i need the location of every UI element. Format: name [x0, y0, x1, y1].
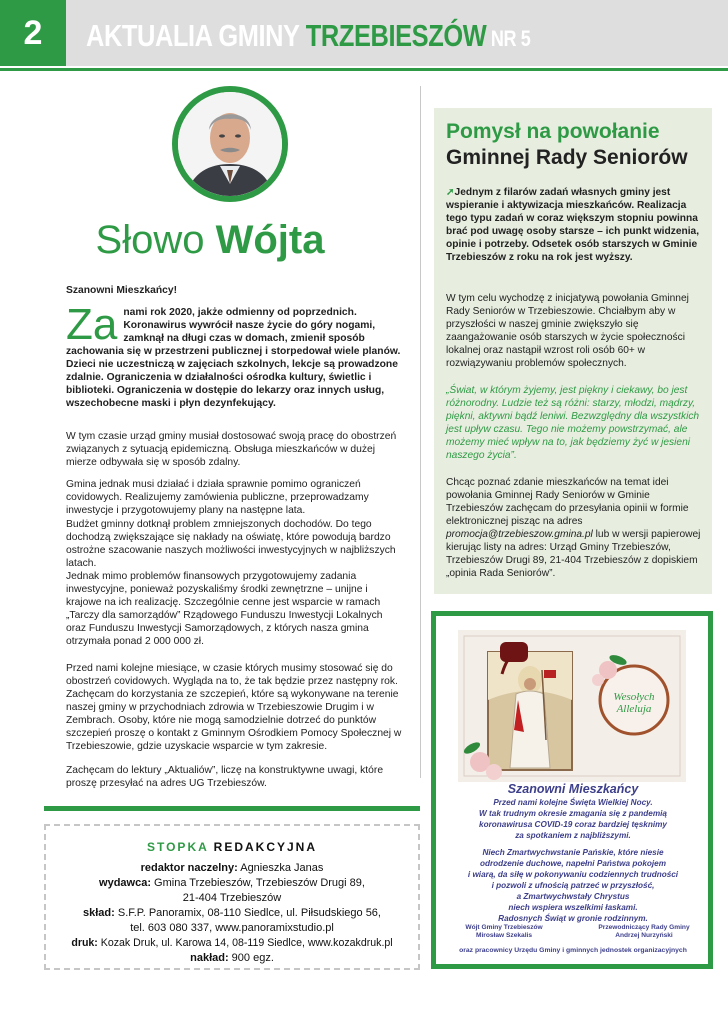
stopka-redaktor — [46, 861, 418, 876]
mayor-portrait — [172, 86, 288, 202]
sig2-role: Przewodniczący Rady Gminy — [598, 924, 690, 931]
easter-line-7: i wiarą, da siłę w pokonywaniu codziennych trudności — [467, 870, 679, 879]
easter-message — [442, 782, 704, 924]
lead-text: nami rok 2020, jakże odmienny od poprzednich. Koronawirus wywrócił nasze życie do góry nogami, zamknął na długi czas w domach, zmienił sposób zachowania się w przestrzeni publicznej i storpedował wiele planów. Dzieci nie uczestniczą w zajęciach szkolnych, lekcje są prowadzone zdalnie. Ograniczenia w działalności ośrodka kultury, świetlic i biblioteki. Ograniczenia w dostępie do lekarzy oraz innych usług, wszechobecne maski i płyn dezynfekujący. — [66, 307, 401, 409]
easter-footer: oraz pracownicy Urzędu Gminy i gminnych jednostek organizacyjnych — [459, 947, 687, 954]
header-title-part1: AKTUALIA GMINY — [86, 18, 306, 53]
druk-value: Kozak Druk, ul. Karowa 14, 08-119 Siedlce, www.kozakdruk.pl — [97, 937, 393, 949]
redaktor-label: redaktor naczelny: — [140, 862, 238, 874]
article-title-light: Słowo — [95, 218, 216, 262]
easter-line-3: koronawirusa COVID-19 coraz bardziej tęsknimy — [479, 820, 667, 829]
easter-line-1: Przed nami kolejne Święta Wielkiej Nocy. — [493, 798, 653, 807]
sidebar-title-2: Gminnej Rady Seniorów — [446, 146, 688, 169]
easter-line-4: za spotkaniem z najbliższymi. — [515, 831, 631, 840]
editorial-footer — [44, 824, 420, 970]
stopka-title-rest: REDAKCYJNA — [208, 840, 318, 854]
stopka-title-green: STOPKA — [146, 840, 209, 854]
easter-line-10: niech wspiera wszelkimi łaskami. — [508, 903, 638, 912]
article-title — [0, 218, 420, 263]
header-issue: NR 5 — [486, 26, 531, 51]
easter-line-5: Niech Zmartwychwstanie Pańskie, które niesie — [482, 848, 664, 857]
sidebar-lead-text: Jednym z filarów zadań własnych gminy jest wspieranie i aktywizacja mieszkańców. Realizacja tego typu zadań w coraz większym stopniu powinna brać pod uwagę osoby starsze – ich punkt widzenia, opinie i potrzeby. Odsetek osób starszych w Gminie Trzebieszów z roku na rok jest wyższy. — [446, 187, 700, 263]
easter-line-9: a Zmartwychwstały Chrystus — [516, 892, 630, 901]
sidebar-p2-b: lub w wersji papierowej kierując listy na adres: Urząd Gminy Trzebieszów, Trzebieszów Drugi 89, 21-404 Trzebieszów z dopiskiem „opinia Rada Seniorów”. — [446, 529, 701, 579]
stopka-wydawca-2: 21-404 Trzebieszów — [182, 892, 282, 904]
stopka-title — [46, 840, 418, 855]
easter-line-6: odrodzenie duchowe, napełni Państwa pokojem — [479, 859, 667, 868]
header-title-part2: TRZEBIESZÓW — [305, 18, 487, 53]
sklad-label: skład: — [83, 907, 115, 919]
signature-council-chair — [584, 924, 704, 940]
sklad-value: S.F.P. Panoramix, 08-110 Siedlce, ul. Piłsudskiego 56, — [114, 907, 381, 919]
easter-card-image — [458, 630, 686, 782]
article-p2: Gmina jednak musi działać i działa sprawnie pomimo ograniczeń covidowych. Realizujemy zamówienia publiczne, przeprowadzamy inwestycje i przygotowujemy plany na następne lata. — [66, 479, 369, 516]
druk-label: druk: — [71, 937, 98, 949]
column-divider — [420, 86, 421, 778]
sidebar-p2-a: Chcąc poznać zdanie mieszkańców na temat idei powołania Gminnej Rady Seniorów w Gminie Trzebieszów zachęcam do przesyłania opinii w formie elektronicznej pisząc na adres — [446, 477, 689, 527]
article-p4: Jednak mimo problemów finansowych przygotowujemy zadania inwestycyjne, ponieważ pozyskaliśmy środki zewnętrzne – unijne i krajowe na ich realizację. Szczególnie cenne jest wsparcie w ramach „Tarczy dla samorządów” Rządowego Funduszu Inwestycji Lokalnych oraz Funduszu Inwestycji Samorządowych, z których nasza gmina otrzymała ponad 2 000 000 zł. — [66, 571, 383, 647]
sidebar-lead — [446, 186, 702, 264]
header-divider — [0, 68, 728, 71]
article-p5: Przed nami kolejne miesiące, w czasie których musimy stosować się do obostrzeń covidowych. Wygląda na to, że tak będzie przez następny rok. Zachęcam do korzystania ze szczepień, które są wykonywane na terenie naszej gminy w przychodniach zdrowia w Trzebieszowie Drugim i w Zembrach. Osoby, które nie mogą samodzielnie dotrzeć do punktów szczepień proszę o kontakt z Gminnym Ośrodkiem Pomocy Społecznej w Trzebieszowie, gdzie uzyskacie wsparcie w tym zakresie. — [66, 663, 402, 752]
drop-cap: Za — [66, 300, 118, 349]
article-p6: Zachęcam do lektury „Aktualiów”, liczę na konstruktywne uwagi, które proszę przesyłać na adres UG Trzebieszów. — [66, 765, 384, 789]
easter-line-8: i pozwoli z ufnością patrzeć w przyszłość, — [491, 881, 655, 890]
easter-greetings-card — [431, 611, 713, 969]
article-p3: Budżet gminny dotknął problem zmniejszonych dochodów. Do tego dochodzą zwiększające się nakłady na oświatę, które powodują bardzo ostrożne szacowanie naszych możliwości inwestycyjnych w najbliższych latach. — [66, 519, 396, 569]
greeting-text: Szanowni Mieszkańcy! — [66, 285, 178, 296]
sidebar-p2 — [446, 476, 702, 580]
stopka-sklad-2: tel. 603 080 337, www.panoramixstudio.pl — [130, 922, 334, 934]
easter-card-lettering: Wesołych — [613, 691, 655, 703]
wydawca-label: wydawca: — [99, 877, 151, 889]
sig1-role: Wójt Gminy Trzebieszów — [465, 924, 543, 931]
easter-line-11: Radosnych Świąt w gronie rodzinnym. — [498, 914, 648, 923]
article-title-bold: Wójta — [215, 218, 325, 262]
stopka-wydawca — [46, 876, 418, 891]
stopka-druk — [46, 936, 418, 951]
article-greeting — [66, 284, 404, 297]
article-p1: W tym czasie urząd gminy musiał dostosować swoją pracę do obostrzeń związanych z sytuacją epidemiczną. Obsługa mieszkańców w dużej mierze odbywała się w sposób zdalny. — [66, 431, 397, 468]
wydawca-value: Gmina Trzebieszów, Trzebieszów Drugi 89, — [150, 877, 365, 889]
easter-illustration — [458, 630, 686, 782]
page-number: 2 — [0, 0, 66, 66]
stopka-naklad — [46, 951, 418, 966]
sidebar-title-1: Pomysł na powołanie — [446, 120, 660, 143]
sidebar-email: promocja@trzebieszow.gmina.pl — [446, 529, 593, 540]
sig1-name: Mirosław Szekalis — [475, 932, 533, 939]
signature-mayor — [444, 924, 564, 940]
senior-council-box — [434, 108, 712, 594]
sidebar-p1: W tym celu wychodzę z inicjatywą powołania Gminnej Rady Seniorów w Trzebieszowie. Chciałbym aby w przyszłości w naszej gminie zwiększyło się zaangażowanie osób starszych w życie społeczności lokalnej oraz nastąpił wzrost roli osób 60+ w rozwiązywaniu problemów społecznych. — [446, 293, 689, 369]
stopka-divider — [44, 806, 420, 811]
easter-heading: Szanowni Mieszkańcy — [507, 782, 639, 796]
svg-text:Alleluja: Alleluja — [616, 703, 652, 715]
portrait-photo — [178, 92, 282, 196]
redaktor-value: Agnieszka Janas — [237, 862, 324, 874]
header-title — [86, 18, 530, 54]
naklad-label: nakład: — [190, 952, 229, 964]
easter-line-2: W tak trudnym okresie zmagania się z pandemią — [479, 809, 667, 818]
article-lead — [66, 300, 404, 410]
stopka-sklad — [46, 906, 418, 921]
arrow-icon: ➚ — [446, 187, 455, 198]
sidebar-quote: „Świat, w którym żyjemy, jest piękny i ciekawy, bo jest różnorodny. Ludzie też są różni: starzy, młodzi, mądrzy, piękni, aktywni bądź leniwi. Bezwzględny dla wszystkich jest upływ czasu. Tego nie możemy powstrzymać, ale możemy mieć wpływ na to, jak będziemy żyć w jesieni naszego życia”. — [446, 385, 700, 461]
naklad-value: 900 egz. — [228, 952, 274, 964]
sig2-name: Andrzej Nurzyński — [615, 932, 673, 939]
